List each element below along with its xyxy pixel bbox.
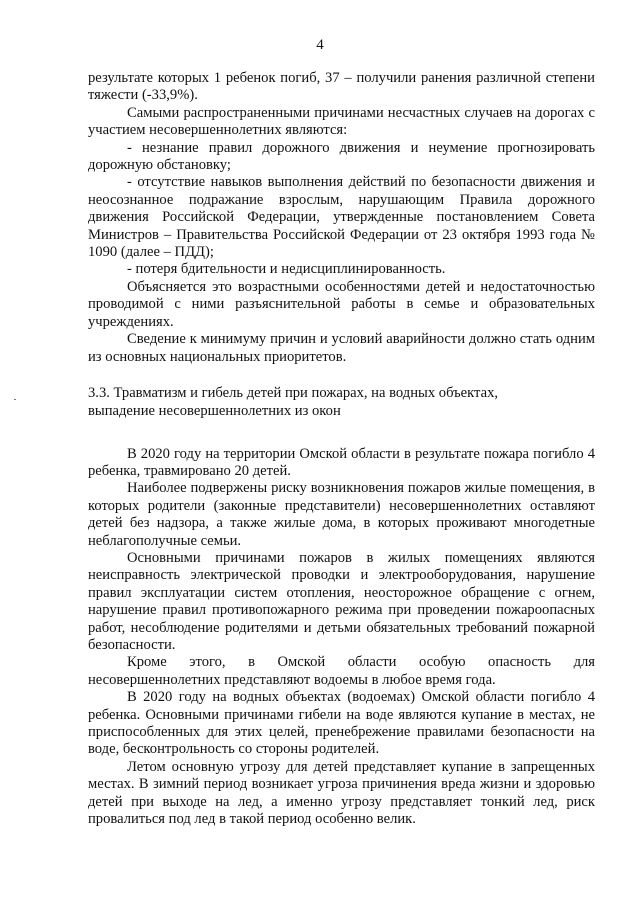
paragraph-water-danger: Кроме этого, в Омской области особую опасность для несовершеннолетних представляют водоемы в любое время года. bbox=[88, 654, 595, 688]
section-heading bbox=[88, 385, 595, 421]
paragraph-fire-risk: Наиболее подвержены риску возникновения пожаров жилые помещения, в которых родители (законные представители) несовершеннолетних оставляют детей без надзора, а также жилые дома, в которых проживают многодетные неблагополучные семьи. bbox=[88, 480, 595, 549]
section-heading-line-1: 3.3. Травматизм и гибель детей при пожарах, на водных объектах, bbox=[88, 384, 499, 401]
paragraph-fire-causes: Основными причинами пожаров в жилых помещениях являются неисправность электрической проводки и электрооборудования, нарушение правил эксплуатации систем отопления, неосторожное обращение с огнем, нарушение правил противопожарного режима при проведении пожароопасных работ, несоблюдение родителями и детьми обязательных требований пожарной безопасности. bbox=[88, 549, 595, 653]
paragraph-fire-stats: В 2020 году на территории Омской области в результате пожара погибло 4 ребенка, травмировано 20 детей. bbox=[88, 445, 595, 479]
paragraph-priority: Сведение к минимуму причин и условий аварийности должно стать одним из основных национальных приоритетов. bbox=[88, 331, 595, 365]
section-heading-line-2: выпадение несовершеннолетних из окон bbox=[88, 402, 341, 419]
document-body bbox=[88, 70, 595, 828]
list-item-cause: - отсутствие навыков выполнения действий по безопасности движения и неосознанное подражание взрослым, нарушающим Правила дорожного движения Российской Федерации, утвержденные постановлением Совета Министров – Правительства Российской Федерации от 23 октября 1993 года № 1090 (далее – ПДД); bbox=[88, 174, 595, 261]
paragraph-continuation: результате которых 1 ребенок погиб, 37 – получили ранения различной степени тяжести (-33,9%). bbox=[88, 70, 595, 104]
list-item-cause: - незнание правил дорожного движения и неумение прогнозировать дорожную обстановку; bbox=[88, 139, 595, 174]
paragraph-explanation: Объясняется это возрастными особенностями детей и недостаточностью проводимой с ними разъяснительной работы в семье и образовательных учреждениях. bbox=[88, 278, 595, 330]
paragraph-seasonal-threats: Летом основную угрозу для детей представляет купание в запрещенных местах. В зимний период возникает угроза причинения вреда жизни и здоровью детей при выходе на лед, а именно угрозу представляет тонкий лед, риск провалиться под лед в такой период особенно велик. bbox=[88, 758, 595, 828]
paragraph-water-stats: В 2020 году на водных объектах (водоемах) Омской области погибло 4 ребенка. Основными причинами гибели на воде являются купание в местах, не приспособленных для этих целей, пренебрежение правилами безопасности на воде, бесконтрольность со стороны родителей. bbox=[88, 689, 595, 758]
page-number: 4 bbox=[316, 37, 324, 53]
list-item-cause: - потеря бдительности и недисциплинированность. bbox=[127, 261, 446, 278]
paragraph-causes-intro: Самыми распространенными причинами несчастных случаев на дорогах с участием несовершеннолетних являются: bbox=[88, 104, 595, 139]
scan-mark bbox=[14, 399, 16, 400]
